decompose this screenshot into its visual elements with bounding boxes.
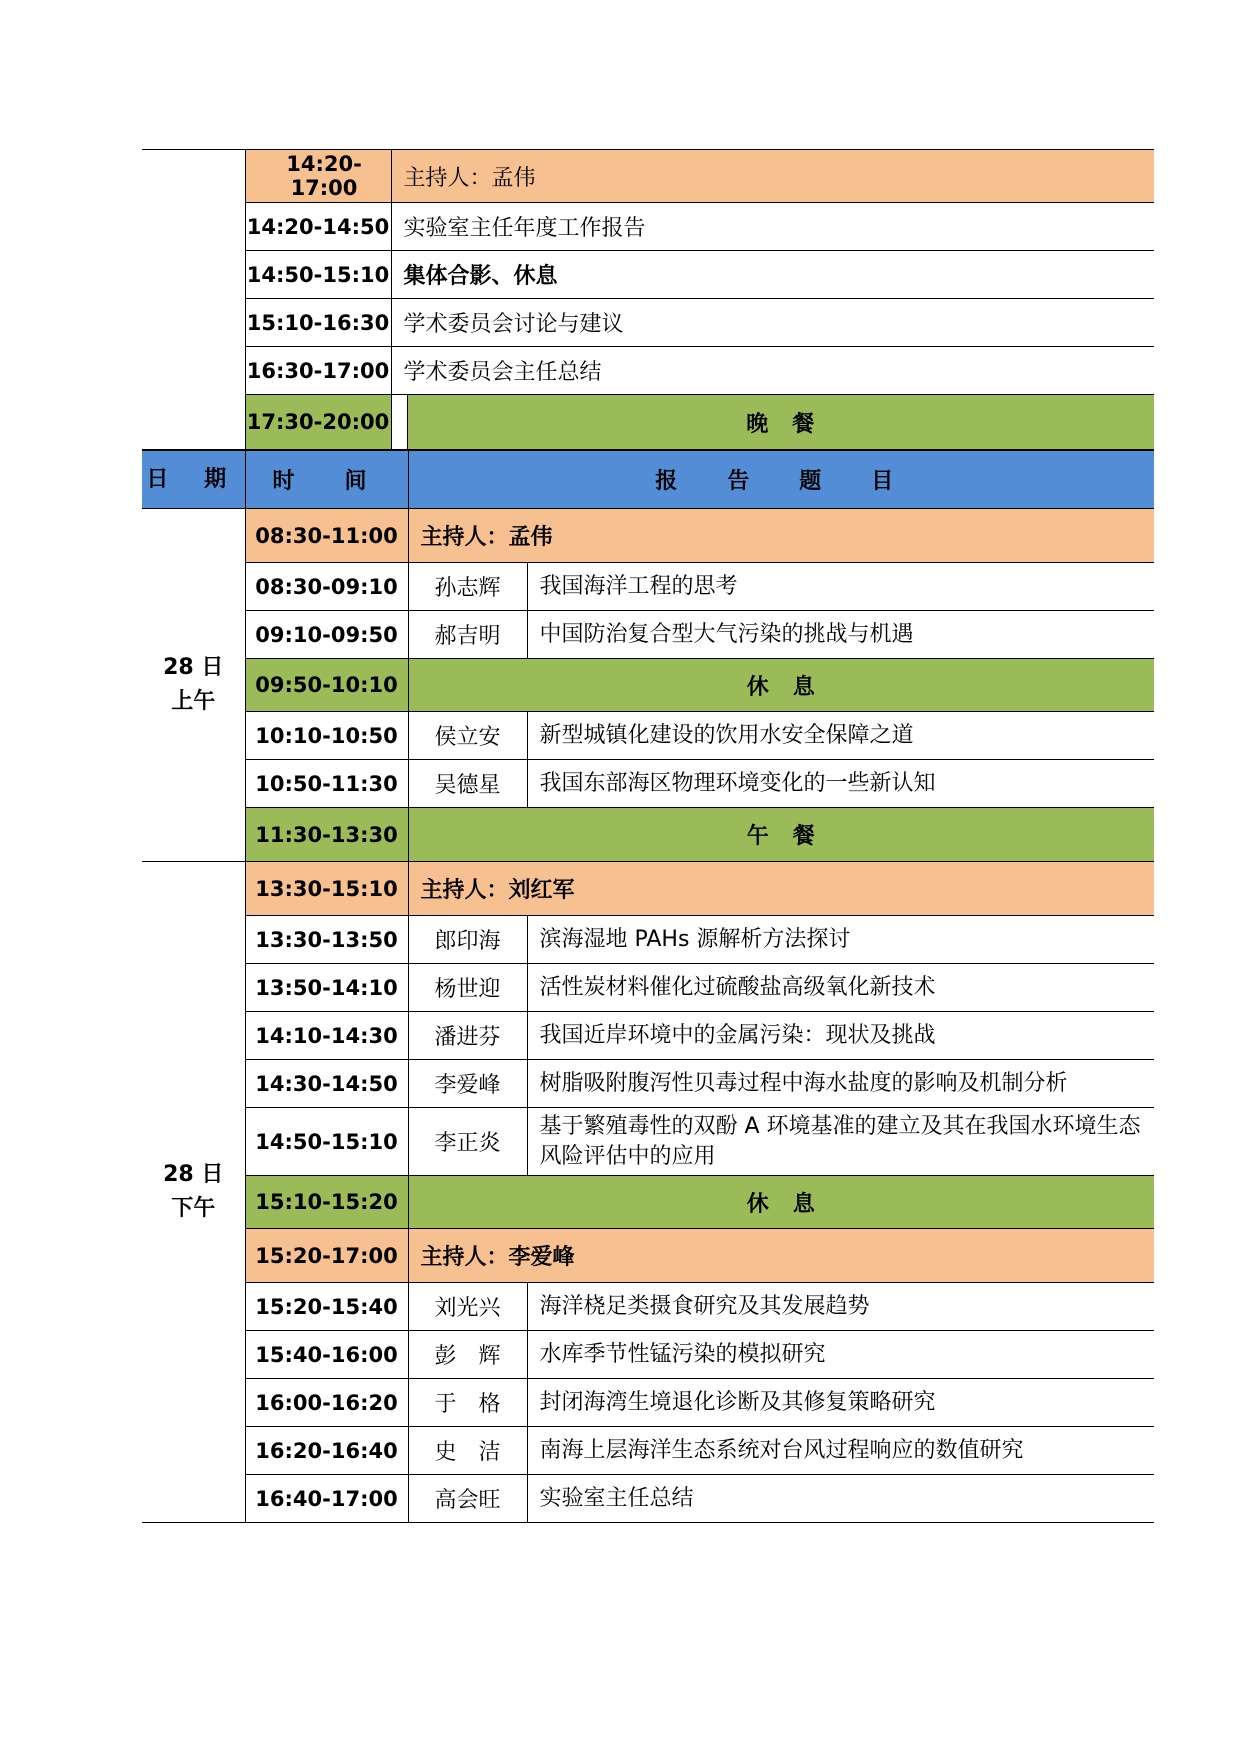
talk-title: 中国防治复合型大气污染的挑战与机遇 [527, 611, 1154, 659]
talk-title: 海洋桡足类摄食研究及其发展趋势 [527, 1283, 1154, 1331]
talk-title: 活性炭材料催化过硫酸盐高级氧化新技术 [527, 964, 1154, 1012]
time-cell: 11:30-13:30 [245, 808, 408, 862]
time-cell: 08:30-11:00 [245, 509, 408, 563]
talk-title: 实验室主任总结 [527, 1475, 1154, 1523]
speaker-name: 史 洁 [408, 1427, 527, 1475]
spacer-cell [391, 395, 407, 450]
speaker-name: 李爱峰 [408, 1060, 527, 1108]
time-cell: 15:40-16:00 [245, 1331, 408, 1379]
header-time: 时 间 [245, 451, 408, 509]
agenda-row [142, 203, 1154, 251]
header-date: 日 期 [142, 451, 245, 509]
header-title: 报 告 题 目 [408, 451, 1154, 509]
lunch-row [142, 808, 1154, 862]
date-period: 下午 [171, 1196, 216, 1221]
agenda-text: 学术委员会主任总结 [391, 347, 1154, 395]
talk-title: 我国近岸环境中的金属污染：现状及挑战 [527, 1012, 1154, 1060]
time-cell: 14:50-15:10 [245, 251, 391, 299]
speaker-name: 侯立安 [408, 712, 527, 760]
speaker-name: 彭 辉 [408, 1331, 527, 1379]
speaker-name: 潘进芬 [408, 1012, 527, 1060]
time-cell: 14:30-14:50 [245, 1060, 408, 1108]
agenda-text: 集体合影、休息 [391, 251, 1154, 299]
time-cell: 09:50-10:10 [245, 659, 408, 712]
agenda-row [142, 251, 1154, 299]
date-cell [142, 509, 245, 862]
time-cell: 16:00-16:20 [245, 1379, 408, 1427]
time-cell: 14:50-15:10 [245, 1108, 408, 1176]
time-cell: 17:30-20:00 [245, 395, 391, 450]
time-cell: 14:20-17:00 [245, 150, 391, 203]
talk-title: 基于繁殖毒性的双酚 A 环境基准的建立及其在我国水环境生态风险评估中的应用 [527, 1108, 1154, 1176]
talk-row [142, 964, 1154, 1012]
talk-row [142, 611, 1154, 659]
talk-row [142, 1331, 1154, 1379]
date-cell [142, 150, 245, 450]
talk-title: 封闭海湾生境退化诊断及其修复策略研究 [527, 1379, 1154, 1427]
dinner-text: 晚 餐 [407, 395, 1154, 450]
host-row [142, 509, 1154, 563]
host-row [142, 1229, 1154, 1283]
agenda-text: 实验室主任年度工作报告 [391, 203, 1154, 251]
time-cell: 10:10-10:50 [245, 712, 408, 760]
time-cell: 16:30-17:00 [245, 347, 391, 395]
schedule-table-continued [142, 149, 1154, 450]
talk-title: 水库季节性锰污染的模拟研究 [527, 1331, 1154, 1379]
time-cell: 13:30-13:50 [245, 916, 408, 964]
time-cell: 15:20-17:00 [245, 1229, 408, 1283]
agenda-row [142, 299, 1154, 347]
host-text: 主持人：孟伟 [408, 509, 1154, 563]
time-cell: 08:30-09:10 [245, 563, 408, 611]
talk-title: 新型城镇化建设的饮用水安全保障之道 [527, 712, 1154, 760]
time-cell: 13:30-15:10 [245, 862, 408, 916]
break-row [142, 659, 1154, 712]
talk-row [142, 712, 1154, 760]
talk-row [142, 563, 1154, 611]
talk-row [142, 1108, 1154, 1176]
time-cell: 14:10-14:30 [245, 1012, 408, 1060]
speaker-name: 高会旺 [408, 1475, 527, 1523]
talk-row [142, 916, 1154, 964]
talk-title: 南海上层海洋生态系统对台风过程响应的数值研究 [527, 1427, 1154, 1475]
time-cell: 13:50-14:10 [245, 964, 408, 1012]
time-cell: 14:20-14:50 [245, 203, 391, 251]
time-cell: 16:20-16:40 [245, 1427, 408, 1475]
speaker-name: 刘光兴 [408, 1283, 527, 1331]
break-text: 休 息 [408, 659, 1154, 712]
host-text: 主持人：李爱峰 [408, 1229, 1154, 1283]
talk-title: 我国海洋工程的思考 [527, 563, 1154, 611]
time-cell: 15:10-15:20 [245, 1176, 408, 1229]
date-cell [142, 862, 245, 1523]
agenda-row [142, 347, 1154, 395]
date-day: 28 日 [163, 1162, 224, 1187]
date-day: 28 日 [163, 655, 224, 680]
time-cell: 15:20-15:40 [245, 1283, 408, 1331]
talk-title: 滨海湿地 PAHs 源解析方法探讨 [527, 916, 1154, 964]
speaker-name: 郎印海 [408, 916, 527, 964]
break-row [142, 1176, 1154, 1229]
talk-row [142, 1379, 1154, 1427]
time-cell: 16:40-17:00 [245, 1475, 408, 1523]
talk-row [142, 760, 1154, 808]
talk-row [142, 1060, 1154, 1108]
time-cell: 10:50-11:30 [245, 760, 408, 808]
talk-row [142, 1012, 1154, 1060]
speaker-name: 孙志辉 [408, 563, 527, 611]
host-row [142, 862, 1154, 916]
date-period: 上午 [171, 689, 216, 714]
speaker-name: 于 格 [408, 1379, 527, 1427]
break-text: 午 餐 [408, 808, 1154, 862]
agenda-text: 学术委员会讨论与建议 [391, 299, 1154, 347]
host-row [142, 150, 1154, 203]
talk-row [142, 1283, 1154, 1331]
talk-title: 树脂吸附腹泻性贝毒过程中海水盐度的影响及机制分析 [527, 1060, 1154, 1108]
speaker-name: 李正炎 [408, 1108, 527, 1176]
host-text: 主持人：孟伟 [391, 150, 1154, 203]
dinner-row [142, 395, 1154, 450]
speaker-name: 郝吉明 [408, 611, 527, 659]
talk-row [142, 1475, 1154, 1523]
time-cell: 15:10-16:30 [245, 299, 391, 347]
talk-title: 我国东部海区物理环境变化的一些新认知 [527, 760, 1154, 808]
speaker-name: 杨世迎 [408, 964, 527, 1012]
talk-row [142, 1427, 1154, 1475]
schedule-table-day28 [142, 450, 1154, 1523]
speaker-name: 吴德星 [408, 760, 527, 808]
host-text: 主持人：刘红军 [408, 862, 1154, 916]
time-cell: 09:10-09:50 [245, 611, 408, 659]
header-row [142, 451, 1154, 509]
break-text: 休 息 [408, 1176, 1154, 1229]
